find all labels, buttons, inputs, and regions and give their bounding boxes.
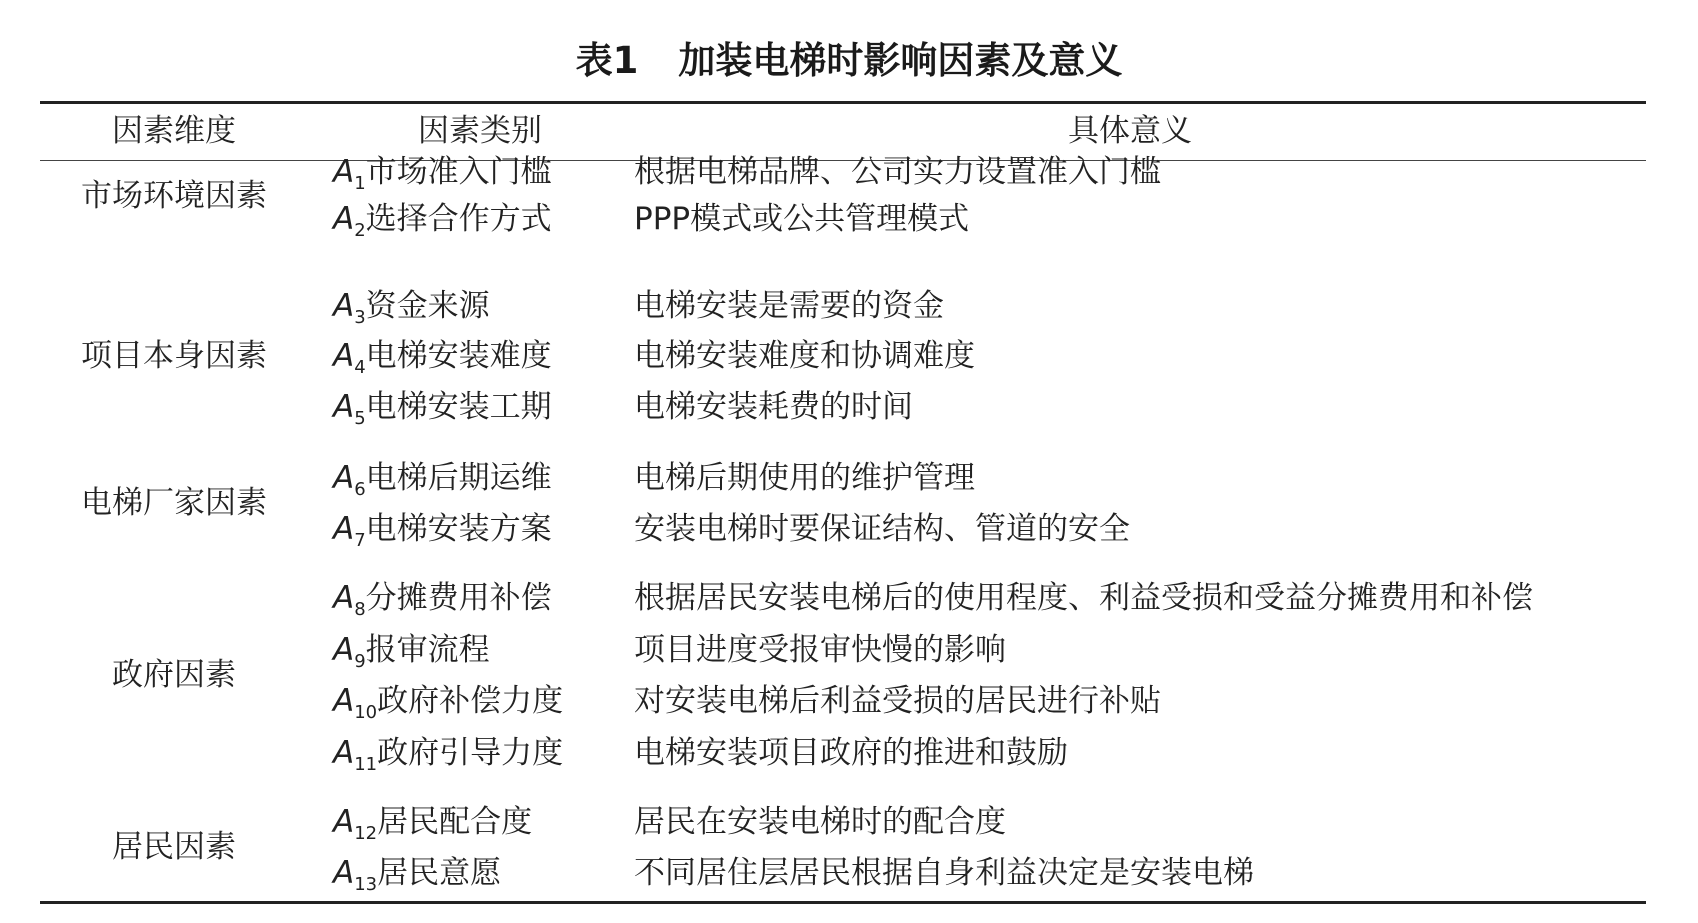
factor-letter: A xyxy=(333,389,355,425)
factor-index: 9 xyxy=(354,651,366,672)
category-cell xyxy=(333,679,563,723)
category-cell xyxy=(333,507,552,551)
table-title xyxy=(0,36,1698,86)
category-label: 政府补偿力度 xyxy=(377,683,564,719)
category-cell xyxy=(333,334,552,378)
factor-index: 3 xyxy=(354,307,366,328)
factor-index: 1 xyxy=(354,173,366,194)
factor-index: 7 xyxy=(354,530,366,551)
factor-index: 2 xyxy=(354,220,366,241)
top-rule xyxy=(40,101,1646,104)
category-label: 电梯安装难度 xyxy=(365,338,552,374)
category-label: 选择合作方式 xyxy=(365,201,552,237)
meaning-cell: 对安装电梯后利益受损的居民进行补贴 xyxy=(634,683,1161,719)
category-cell xyxy=(333,800,532,844)
factor-index: 12 xyxy=(354,823,378,844)
factor-letter: A xyxy=(333,460,355,496)
meaning-cell: 根据电梯品牌、公司实力设置准入门槛 xyxy=(634,154,1161,190)
meaning-cell: 不同居住层居民根据自身利益决定是安装电梯 xyxy=(634,855,1254,891)
dimension-cell: 市场环境因素 xyxy=(81,178,267,214)
meaning-cell: 电梯后期使用的维护管理 xyxy=(634,460,975,496)
meaning-cell: 电梯安装项目政府的推进和鼓励 xyxy=(634,735,1068,771)
category-label: 政府引导力度 xyxy=(377,735,564,771)
category-label: 电梯后期运维 xyxy=(365,460,552,496)
factor-index: 10 xyxy=(354,702,378,723)
factor-letter: A xyxy=(333,154,355,190)
factor-letter: A xyxy=(333,735,355,771)
table-title-text: 加装电梯时影响因素及意义 xyxy=(678,39,1123,82)
header-meaning: 具体意义 xyxy=(1068,113,1192,149)
category-label: 报审流程 xyxy=(365,632,490,668)
factor-letter: A xyxy=(333,338,355,374)
category-label: 电梯安装方案 xyxy=(365,511,552,547)
factor-letter: A xyxy=(333,288,355,324)
factor-letter: A xyxy=(333,683,355,719)
factor-index: 4 xyxy=(354,357,366,378)
category-cell xyxy=(333,456,552,500)
category-cell xyxy=(333,851,501,895)
meaning-cell: 根据居民安装电梯后的使用程度、利益受损和受益分摊费用和补偿 xyxy=(634,580,1533,616)
factor-index: 13 xyxy=(354,874,378,895)
category-cell xyxy=(333,197,552,241)
factor-letter: A xyxy=(333,201,355,237)
category-cell xyxy=(333,731,563,775)
category-label: 居民配合度 xyxy=(377,804,533,840)
factor-letter: A xyxy=(333,804,355,840)
meaning-cell: 居民在安装电梯时的配合度 xyxy=(634,804,1006,840)
meaning-cell: 项目进度受报审快慢的影响 xyxy=(634,632,1006,668)
factor-letter: A xyxy=(333,580,355,616)
category-cell xyxy=(333,385,552,429)
category-cell xyxy=(333,628,490,672)
factor-letter: A xyxy=(333,511,355,547)
header-category: 因素类别 xyxy=(418,113,542,149)
category-label: 电梯安装工期 xyxy=(365,389,552,425)
factor-index: 8 xyxy=(354,599,366,620)
header-dimension: 因素维度 xyxy=(112,113,236,149)
bottom-rule xyxy=(40,901,1646,904)
dimension-cell: 电梯厂家因素 xyxy=(81,485,267,521)
factor-index: 5 xyxy=(354,408,366,429)
meaning-cell: PPP模式或公共管理模式 xyxy=(634,201,970,237)
category-cell xyxy=(333,576,552,620)
category-label: 居民意愿 xyxy=(377,855,502,891)
factor-letter: A xyxy=(333,855,355,891)
meaning-cell: 电梯安装是需要的资金 xyxy=(634,288,944,324)
meaning-cell: 电梯安装耗费的时间 xyxy=(634,389,913,425)
category-label: 资金来源 xyxy=(365,288,490,324)
category-cell xyxy=(333,284,490,328)
table-number: 表1 xyxy=(575,39,639,82)
dimension-cell: 政府因素 xyxy=(112,657,236,693)
meaning-cell: 电梯安装难度和协调难度 xyxy=(634,338,975,374)
category-cell xyxy=(333,150,552,194)
dimension-cell: 居民因素 xyxy=(112,829,236,865)
dimension-cell: 项目本身因素 xyxy=(81,338,267,374)
factor-index: 6 xyxy=(354,479,366,500)
factor-index: 11 xyxy=(354,754,378,775)
category-label: 分摊费用补偿 xyxy=(365,580,552,616)
factor-letter: A xyxy=(333,632,355,668)
category-label: 市场准入门槛 xyxy=(365,154,552,190)
meaning-cell: 安装电梯时要保证结构、管道的安全 xyxy=(634,511,1130,547)
